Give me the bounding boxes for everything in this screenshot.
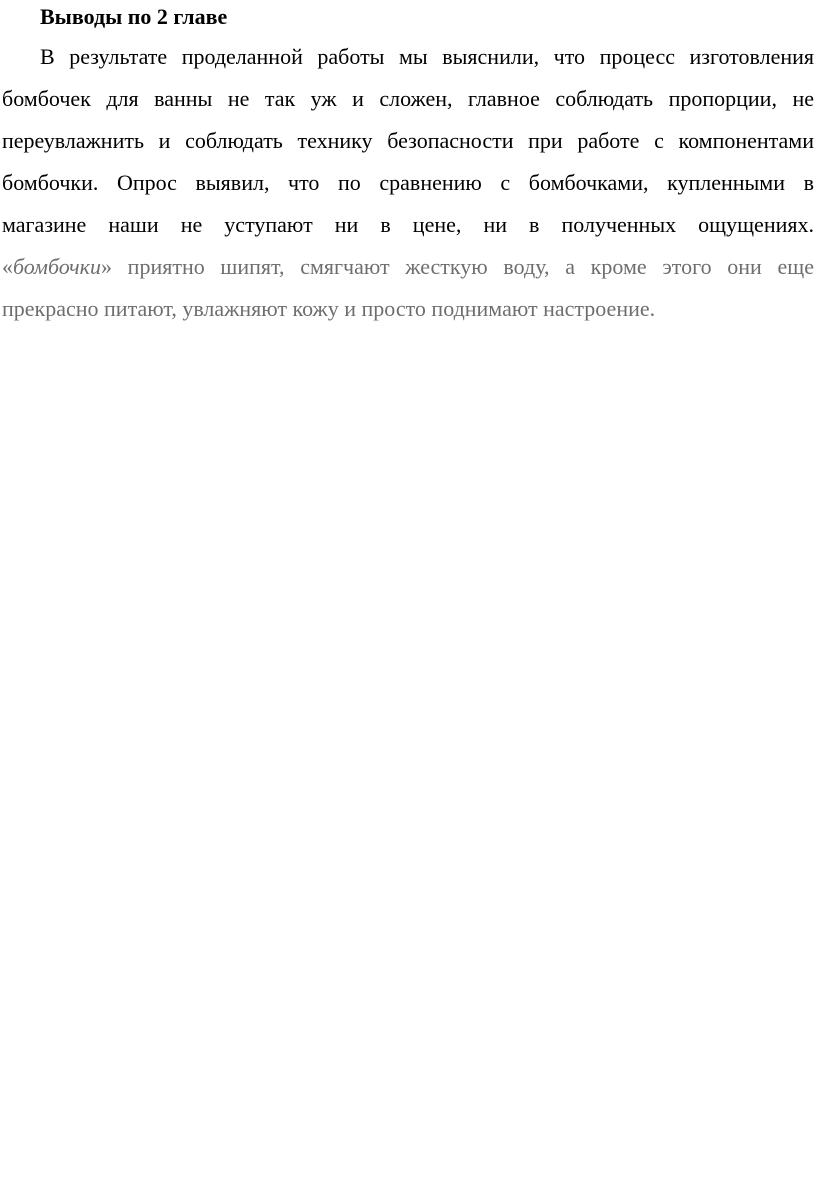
paragraph-line-6 [2,249,814,285]
paragraph-line-1: В результате проделанной работы мы выяснили, что процесс изготовления [40,44,814,69]
section-heading: Выводы по 2 главе [40,4,228,29]
paragraph-line-7: прекрасно питают, увлажняют кожу и просто поднимают настроение. [2,296,656,321]
paragraph-line-2: бомбочек для ванны не так уж и сложен, главное соблюдать пропорции, не [2,86,814,111]
line-6-rest: » приятно шипят, смягчают жесткую воду, а кроме этого они еще [100,254,814,279]
paragraph-line-5: магазине наши не уступают ни в цене, ни в полученных ощущениях. [2,212,814,237]
italic-word: бомбочки [13,254,101,279]
paragraph-line-4: бомбочки. Опрос выявил, что по сравнению с бомбочками, купленными в [2,170,814,195]
paragraph-line-3: переувлажнить и соблюдать технику безопасности при работе с компонентами [2,128,814,153]
quote-open: « [2,254,13,279]
